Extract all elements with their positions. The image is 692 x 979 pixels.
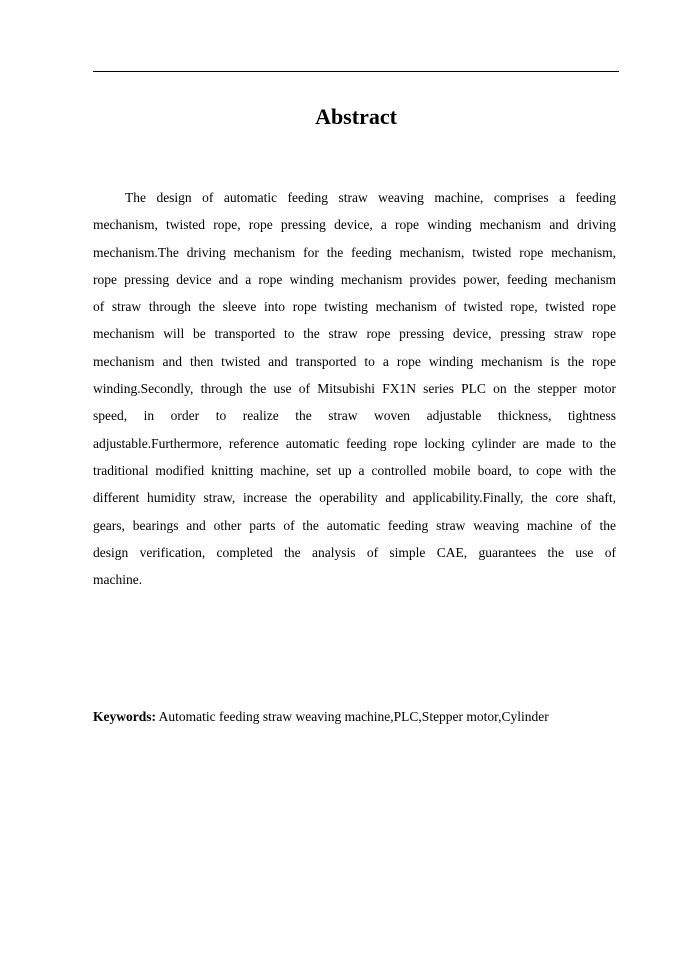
keywords-label: Keywords: [93,709,156,724]
page-title: Abstract [315,104,397,129]
abstract-body: The design of automatic feeding straw weaving machine, comprises a feeding mechanism, twisted rope, rope pressing device, a rope winding mechanism and driving mechanism.The driving mechanism for the feeding mechanism, twisted rope mechanism, rope pressing device and a rope winding mechanism provides power, feeding mechanism of straw through the sleeve into rope twisting mechanism of twisted rope, twisted rope mechanism will be transported to the straw rope pressing device, pressing straw rope mechanism and then twisted and transported to a rope winding mechanism is the rope winding.Secondly, through the use of Mitsubishi FX1N series PLC on the stepper motor speed, in order to realize the straw woven adjustable thickness, tightness adjustable.Furthermore, reference automatic feeding rope locking cylinder are made to the traditional modified knitting machine, set up a controlled mobile board, to cope with the different humidity straw, increase the operability and applicability.Finally, the core shaft, gears, bearings and other parts of the automatic feeding straw weaving machine of the design verification, completed the analysis of simple CAE, guarantees the use of machine. [93,190,616,588]
keywords-text: Automatic feeding straw weaving machine,PLC,Stepper motor,Cylinder [156,709,549,724]
keywords-line [93,703,610,731]
header-rule [93,71,619,72]
